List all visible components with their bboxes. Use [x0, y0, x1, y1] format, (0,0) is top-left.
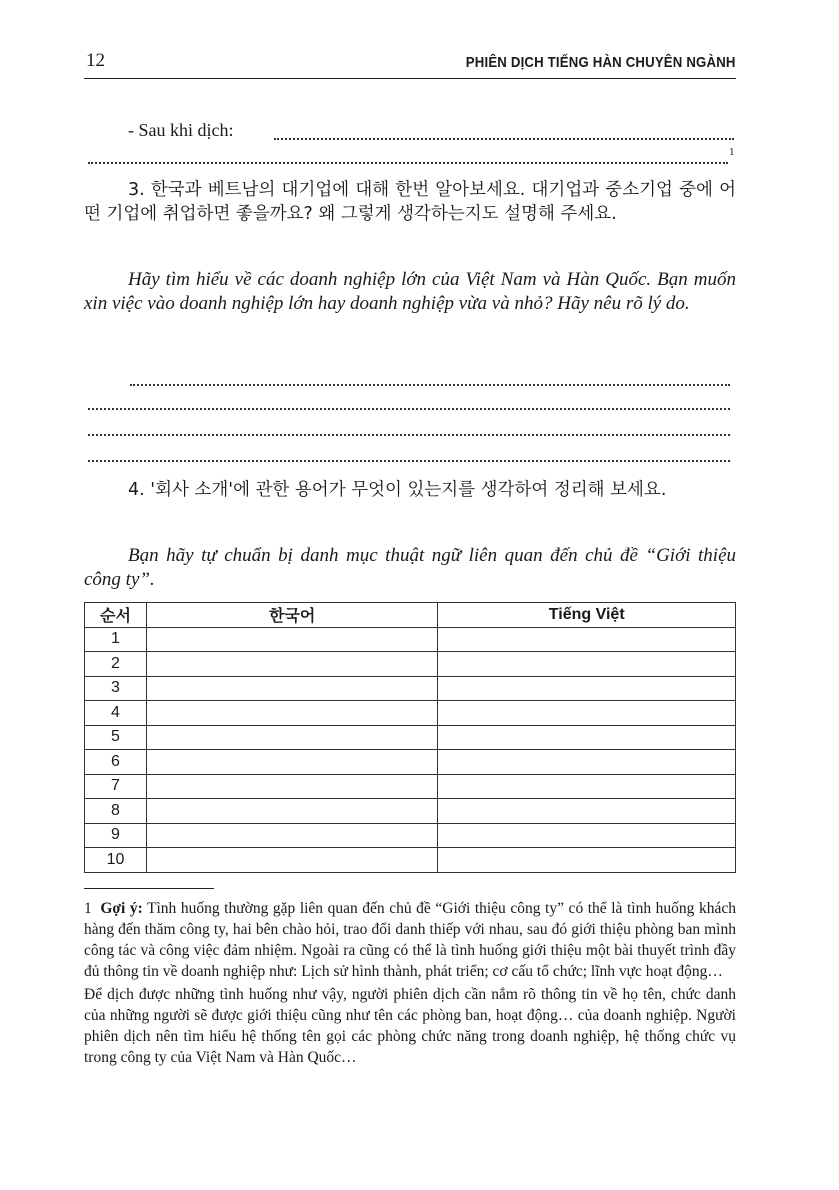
korean-term-cell[interactable]: [146, 799, 438, 824]
table-row: [85, 799, 736, 824]
vietnamese-term-cell[interactable]: [438, 799, 736, 824]
footnote-reference: 1: [729, 146, 735, 158]
page-header: [84, 48, 736, 79]
answer-dotted-line: [274, 136, 734, 140]
vietnamese-term-cell[interactable]: [438, 627, 736, 652]
table-row: [85, 676, 736, 701]
vietnamese-term-cell[interactable]: [438, 701, 736, 726]
terminology-table: [84, 602, 736, 873]
table-row: [85, 701, 736, 726]
table-row: [85, 848, 736, 873]
vietnamese-term-cell[interactable]: [438, 676, 736, 701]
korean-term-cell[interactable]: [146, 848, 438, 873]
table-header-row: [85, 603, 736, 628]
korean-term-cell[interactable]: [146, 676, 438, 701]
footnote-number: 1: [84, 900, 92, 917]
answer-dotted-line: [88, 458, 730, 462]
vietnamese-term-cell[interactable]: [438, 823, 736, 848]
table-row: [85, 627, 736, 652]
footnote-divider: [84, 888, 214, 889]
vietnamese-term-cell[interactable]: [438, 848, 736, 873]
footnote-paragraph: [84, 898, 736, 982]
answer-dotted-line: [88, 160, 728, 164]
running-title: PHIÊN DỊCH TIẾNG HÀN CHUYÊN NGÀNH: [466, 54, 736, 71]
korean-term-cell[interactable]: [146, 701, 438, 726]
table-row: [85, 823, 736, 848]
row-number: 2: [85, 652, 147, 677]
row-number: 9: [85, 823, 147, 848]
page-number: 12: [86, 50, 105, 71]
vietnamese-term-cell[interactable]: [438, 652, 736, 677]
q3-korean-text: 3. 한국과 베트남의 대기업에 대해 한번 알아보세요. 대기업과 중소기업 중에 어떤 기업에 취업하면 좋을까요? 왜 그렇게 생각하는지도 설명해 주세요.: [84, 180, 736, 224]
footnote-paragraph: Để dịch được những tình huống như vậy, người phiên dịch cần nắm rõ thông tin về họ tên, chức danh của những người sẽ được giới thiệu cũng như tên các phòng ban, hoạt động… của doanh nghiệp. Người phiên dịch nên tìm hiểu hệ thống tên gọi các phòng chức năng trong doanh nghiệp, hệ thống chức vụ trong công ty của Việt Nam và Hàn Quốc…: [84, 986, 736, 1066]
korean-term-cell[interactable]: [146, 652, 438, 677]
footnote-label: Gợi ý:: [100, 900, 143, 917]
col-header-vietnamese: Tiếng Việt: [438, 603, 736, 628]
korean-term-cell[interactable]: [146, 774, 438, 799]
row-number: 8: [85, 799, 147, 824]
row-number: 5: [85, 725, 147, 750]
footnote: [84, 898, 736, 1070]
answer-dotted-line: [88, 432, 730, 436]
q3-vietnamese-text: Hãy tìm hiểu về các doanh nghiệp lớn của Việt Nam và Hàn Quốc. Bạn muốn xin việc vào doanh nghiệp lớn hay doanh nghiệp vừa và nhỏ? Hãy nêu rõ lý do.: [84, 269, 736, 314]
korean-term-cell[interactable]: [146, 725, 438, 750]
table-row: [85, 725, 736, 750]
vietnamese-term-cell[interactable]: [438, 725, 736, 750]
q4-vietnamese-text: Bạn hãy tự chuẩn bị danh mục thuật ngữ liên quan đến chủ đề “Giới thiệu công ty”.: [84, 545, 736, 590]
row-number: 6: [85, 750, 147, 775]
table-row: [85, 750, 736, 775]
col-header-order: 순서: [85, 603, 147, 628]
answer-dotted-line: [88, 406, 730, 410]
row-number: 4: [85, 701, 147, 726]
table-row: [85, 774, 736, 799]
korean-term-cell[interactable]: [146, 627, 438, 652]
vietnamese-term-cell[interactable]: [438, 774, 736, 799]
q4-korean-text: 4. '회사 소개'에 관한 용어가 무엇이 있는지를 생각하여 정리해 보세요.: [128, 480, 667, 500]
row-number: 3: [85, 676, 147, 701]
table-row: [85, 652, 736, 677]
col-header-korean: 한국어: [146, 603, 438, 628]
footnote-text: Tình huống thường gặp liên quan đến chủ đề “Giới thiệu công ty” có thể là tình huống khách hàng đến thăm công ty, hai bên chào hỏi, trao đổi danh thiếp với nhau, sau đó giới thiệu phòng ban mình công tác và công việc đảm nhiệm. Ngoài ra cũng có thể là tình huống giới thiệu một bài thuyết trình đầy đủ thông tin về doanh nghiệp như: Lịch sử hình thành, phát triển; cơ cấu tổ chức; lĩnh vực hoạt động…: [84, 900, 736, 980]
after-translation-label: - Sau khi dịch:: [128, 120, 234, 140]
vietnamese-term-cell[interactable]: [438, 750, 736, 775]
korean-term-cell[interactable]: [146, 823, 438, 848]
answer-dotted-line: [130, 382, 730, 386]
row-number: 7: [85, 774, 147, 799]
row-number: 1: [85, 627, 147, 652]
row-number: 10: [85, 848, 147, 873]
korean-term-cell[interactable]: [146, 750, 438, 775]
